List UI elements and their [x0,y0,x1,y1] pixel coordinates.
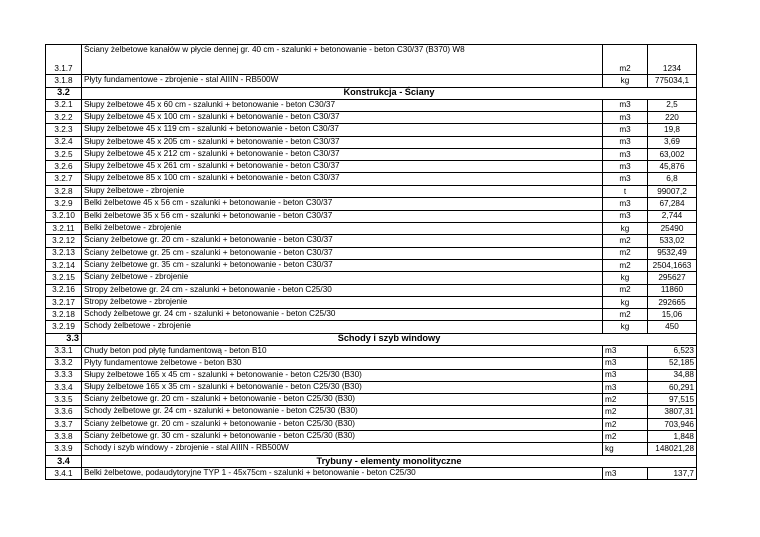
item-unit: m3 [603,198,648,210]
item-unit: m2 [603,309,648,320]
item-quantity: 533,02 [659,236,685,246]
item-quantity: 52,185 [668,358,694,368]
item-quantity: 97,515 [668,394,694,404]
item-quantity: 148021,28 [655,444,694,454]
item-description: Słupy żelbetowe 45 x 261 cm - szalunki + betonowanie - beton C30/37 [82,161,603,172]
item-description: Ściany żelbetowe gr. 25 cm - szalunki + betonowanie - beton C30/37 [82,248,603,259]
item-quantity: 67,284 [659,199,685,209]
item-unit: kg [603,75,648,87]
item-number: 3.1.8 [46,75,82,87]
item-unit: m2 [603,419,648,431]
item-number: 3.2.18 [46,309,82,320]
item-unit: m3 [603,358,648,369]
item-quantity: 2504,1663 [652,260,692,270]
item-description: Słupy żelbetowe 45 x 100 cm - szalunki + betonowanie - beton C30/37 [82,112,603,124]
item-unit: m2 [603,394,648,405]
item-description: Słupy żelbetowe 165 x 35 cm - szalunki + betonowanie - beton C25/30 (B30) [82,382,603,394]
item-number: 3.2.19 [46,321,82,333]
table-row [45,285,697,297]
item-quantity: 292665 [658,297,686,307]
item-number: 3.2.16 [46,285,82,296]
item-description: Belki żelbetowe 45 x 56 cm - szalunki + betonowanie - beton C30/37 [82,198,603,210]
table-row [45,358,697,370]
item-description: Ściany żelbetowe - zbrojenie [82,272,603,284]
item-description: Belki żelbetowe 35 x 56 cm - szalunki + betonowanie - beton C30/37 [82,211,603,222]
item-quantity: 99007,2 [657,186,687,196]
item-number: 3.3.4 [46,382,82,394]
table-row [45,112,697,125]
item-number: 3.2.12 [46,235,82,247]
item-description: Schody i szyb windowy - zbrojenie - stal AIIIN - RB500W [82,443,603,455]
item-unit: m2 [603,235,648,247]
item-unit: m3 [603,173,648,185]
table-row [45,370,697,382]
item-unit: m3 [603,382,648,394]
item-unit: m3 [603,346,648,357]
item-description: Stropy żelbetowe gr. 24 cm - szalunki + betonowanie - beton C25/30 [82,285,603,296]
item-unit: m2 [603,285,648,296]
item-description: Belki żelbetowe, podaudytoryjne TYP 1 - 45x75cm - szalunki + betonowanie - beton C25/30 [82,468,603,479]
item-number: 3.2.13 [46,248,82,259]
item-description: Ściany żelbetowe gr. 20 cm - szalunki + betonowanie - beton C25/30 (B30) [82,394,603,405]
section-row [45,88,697,100]
table-row [45,248,697,260]
item-quantity: 19,8 [664,125,680,135]
section-title: Konstrukcja - Ściany [343,87,435,98]
item-description: Słupy żelbetowe 45 x 60 cm - szalunki + betonowanie - beton C30/37 [82,100,603,111]
item-unit: m3 [603,112,648,124]
item-number: 3.3.8 [46,431,82,442]
item-unit: m3 [603,124,648,136]
section-number: 3.2 [46,88,82,99]
item-quantity: 3,69 [664,137,680,147]
cost-estimate-table [45,44,697,480]
item-description: Słupy żelbetowe 45 x 205 cm - szalunki + betonowanie - beton C30/37 [82,137,603,148]
item-description: Ściany żelbetowe gr. 20 cm - szalunki + betonowanie - beton C25/30 (B30) [82,419,603,431]
section-title: Trybuny - elementy monolityczne [316,455,462,466]
table-row [45,346,697,358]
item-quantity: 9532,49 [657,248,687,258]
item-quantity: 295627 [658,273,686,283]
table-row [45,382,697,395]
table-row [45,223,697,236]
table-row [45,297,697,310]
item-quantity: 25490 [660,223,684,233]
table-row [45,272,697,285]
item-number: 3.3.5 [46,394,82,405]
item-unit: m2 [603,45,648,74]
item-quantity: 137,7 [673,468,694,478]
table-row [45,468,697,480]
item-quantity: 60,291 [668,382,694,392]
table-row [45,198,697,211]
table-row [45,406,697,419]
item-number: 3.3.2 [46,358,82,369]
item-quantity: 15,06 [661,309,683,319]
item-description: Schody żelbetowe - zbrojenie [82,321,603,333]
item-unit: kg [603,272,648,284]
item-description: Schody żelbetowe gr. 24 cm - szalunki + betonowanie - beton C25/30 (B30) [82,406,603,418]
table-row [45,419,697,432]
item-quantity: 775034,1 [654,76,690,86]
item-unit: kg [603,443,648,455]
table-row [45,443,697,456]
item-number: 3.2.9 [46,198,82,210]
table-row [45,394,697,406]
item-unit: kg [603,297,648,309]
item-number: 3.2.10 [46,211,82,222]
item-number: 3.2.15 [46,272,82,284]
section-number: 3.3 [46,334,82,345]
item-description: Słupy żelbetowe 45 x 119 cm - szalunki + betonowanie - beton C30/37 [82,124,603,136]
item-number: 3.3.1 [46,346,82,357]
item-number: 3.3.3 [46,370,82,381]
item-description: Schody żelbetowe gr. 24 cm - szalunki + betonowanie - beton C25/30 [82,309,603,320]
item-number: 3.2.8 [46,186,82,198]
item-description: Słupy żelbetowe 165 x 45 cm - szalunki + betonowanie - beton C25/30 (B30) [82,370,603,381]
item-quantity: 6,8 [666,174,678,184]
table-row [45,100,697,112]
item-quantity: 11860 [660,285,684,295]
table-row [45,75,697,88]
table-row [45,44,697,75]
item-quantity: 703,946 [664,419,694,429]
item-quantity: 450 [665,322,679,332]
item-number: 3.1.7 [46,45,82,74]
table-row [45,309,697,321]
item-number: 3.2.6 [46,161,82,172]
item-quantity: 220 [665,112,679,122]
item-unit: m2 [603,406,648,418]
table-row [45,260,697,273]
item-unit: m3 [603,137,648,148]
item-number: 3.2.1 [46,100,82,111]
item-unit: m3 [603,468,648,479]
item-quantity: 3807,31 [664,407,694,417]
item-description: Słupy żelbetowe 85 x 100 cm - szalunki + betonowanie - beton C30/37 [82,173,603,185]
item-unit: m3 [603,211,648,222]
table-row [45,211,697,223]
item-description: Słupy żelbetowe 45 x 212 cm - szalunki + betonowanie - beton C30/37 [82,149,603,161]
item-number: 3.3.9 [46,443,82,455]
item-quantity: 1,848 [673,431,694,441]
item-unit: m3 [603,149,648,161]
item-quantity: 63,002 [659,149,685,159]
table-row [45,186,697,199]
item-quantity: 2,5 [666,100,678,110]
table-row [45,173,697,186]
item-number: 3.2.3 [46,124,82,136]
section-number: 3.4 [46,456,82,468]
item-description: Chudy beton pod płytę fundamentową - beton B10 [82,346,603,357]
item-quantity: 6,523 [673,346,694,356]
item-unit: m2 [603,431,648,442]
item-description: Stropy żelbetowe - zbrojenie [82,297,603,309]
table-row [45,431,697,443]
item-unit: kg [603,321,648,333]
item-description: Belki żelbetowe - zbrojenie [82,223,603,235]
item-unit: kg [603,223,648,235]
item-description: Ściany żelbetowe gr. 35 cm - szalunki + betonowanie - beton C30/37 [82,260,603,272]
table-row [45,235,697,248]
item-unit: m3 [603,161,648,172]
item-description: Ściany żelbetowe kanałów w płycie dennej gr. 40 cm - szalunki + betonowanie - beton C30/37 (B370) W8 [82,45,603,74]
item-number: 3.2.11 [46,223,82,235]
item-number: 3.4.1 [46,468,82,479]
item-number: 3.2.7 [46,173,82,185]
table-row [45,149,697,162]
table-row [45,161,697,173]
item-description: Ściany żelbetowe gr. 20 cm - szalunki + betonowanie - beton C30/37 [82,235,603,247]
item-description: Płyty fundamentowe żelbetowe - beton B30 [82,358,603,369]
item-number: 3.2.14 [46,260,82,272]
item-unit: m2 [603,260,648,272]
item-description: Ściany żelbetowe gr. 30 cm - szalunki + betonowanie - beton C25/30 (B30) [82,431,603,442]
item-quantity: 34,88 [673,370,694,380]
section-row [45,456,697,469]
item-unit: m3 [603,370,648,381]
item-quantity: 2,744 [661,211,683,221]
item-number: 3.2.5 [46,149,82,161]
section-title: Schody i szyb windowy [337,333,441,344]
item-unit: t [603,186,648,198]
item-description: Słupy żelbetowe - zbrojenie [82,186,603,198]
section-row [45,334,697,346]
item-description: Płyty fundamentowe - zbrojenie - stal AIIIN - RB500W [82,75,603,87]
item-unit: m2 [603,248,648,259]
item-number: 3.2.4 [46,137,82,148]
item-number: 3.2.17 [46,297,82,309]
item-unit: m3 [603,100,648,111]
item-number: 3.3.7 [46,419,82,431]
item-number: 3.2.2 [46,112,82,124]
table-row [45,124,697,137]
table-row [45,321,697,334]
item-quantity: 45,876 [659,161,685,171]
item-number: 3.3.6 [46,406,82,418]
item-quantity: 1234 [662,63,682,73]
table-row [45,137,697,149]
